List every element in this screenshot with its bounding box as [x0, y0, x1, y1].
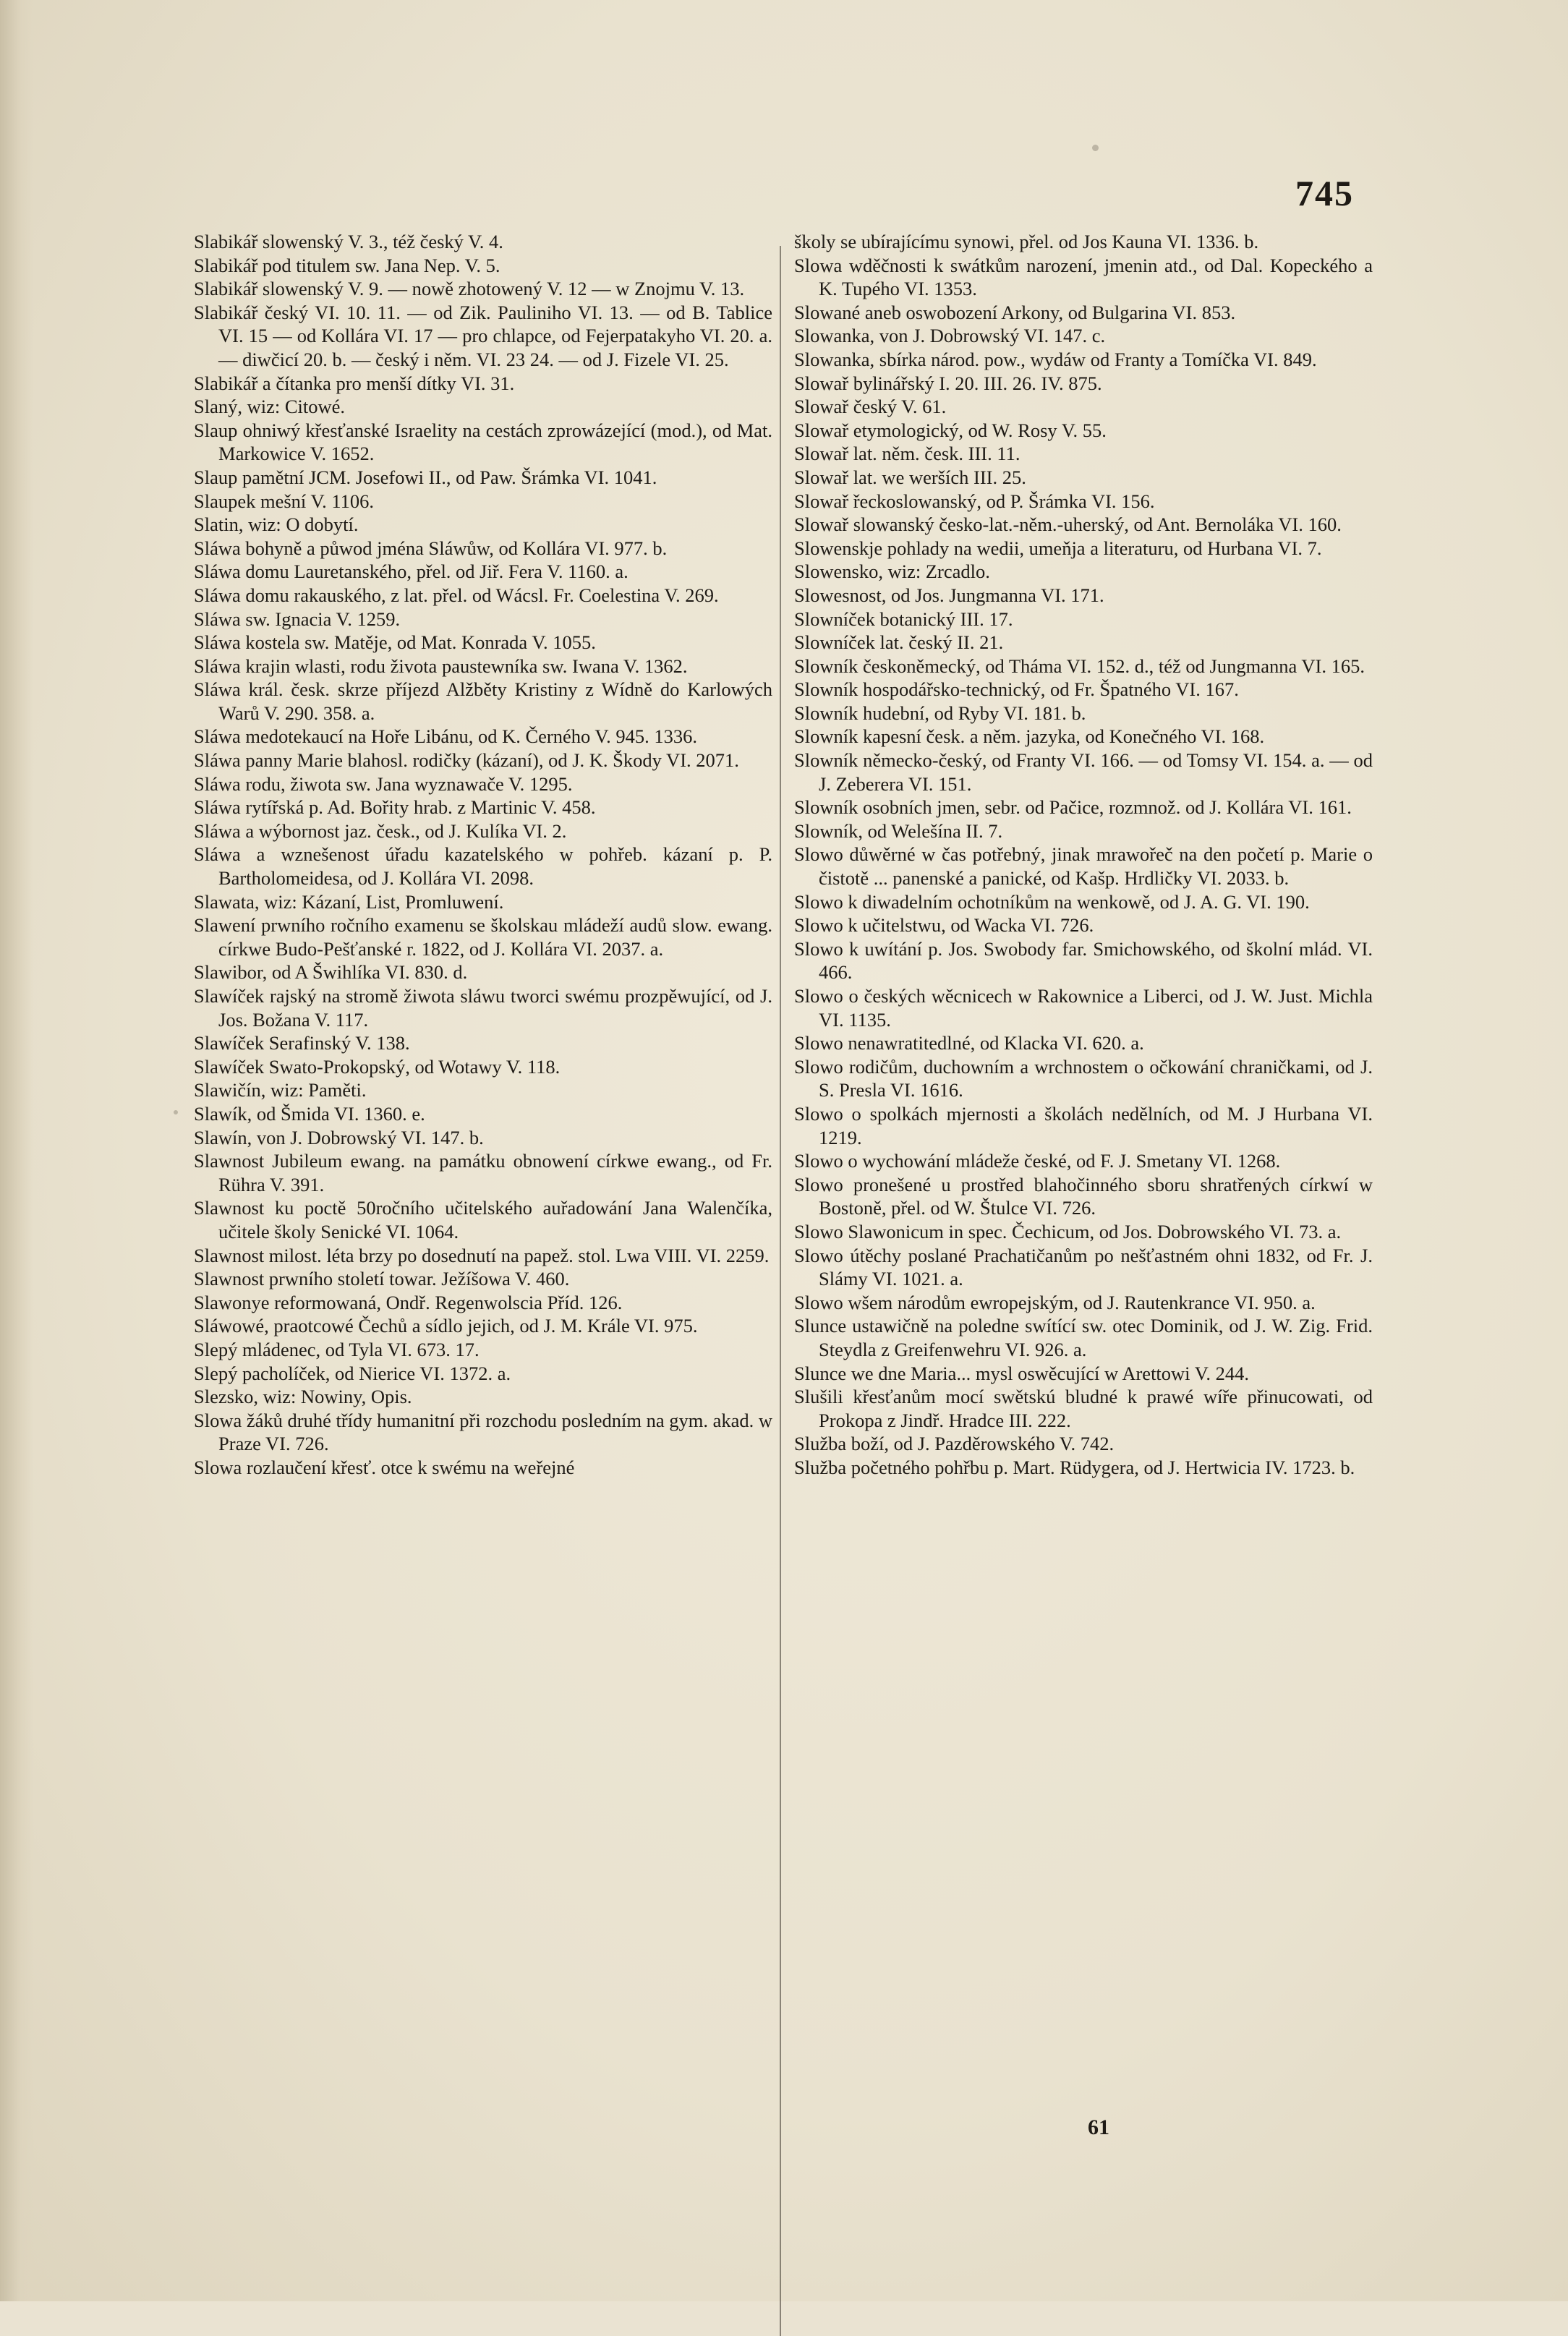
index-entry: Slawnost ku poctě 50ročního učitelského auřadowání Jana Walenčíka, učitele školy Senické VI. 1064. [194, 1197, 772, 1242]
index-entry: Slowo pronešené u prostřed blahočinného sboru shratřených církwí w Bostoně, přel. od W. Štulce VI. 726. [794, 1173, 1373, 1219]
index-entry: Sláwa rodu, žiwota sw. Jana wyznawače V. 1295. [194, 772, 573, 795]
sheet-signature: 61 [1088, 2115, 1109, 2139]
index-entry: Slawín, von J. Dobrowský VI. 147. b. [194, 1126, 484, 1148]
index-entry: Slaupek mešní V. 1106. [194, 490, 375, 512]
index-entry: Slowníček botanický III. 17. [794, 608, 1013, 630]
index-entry: Sláwa domu Lauretanského, přel. od Jiř. Fera V. 1160. a. [194, 560, 629, 583]
index-entry: Slabikář český VI. 10. 11. — od Zik. Pauliniho VI. 13. — od B. Tablice VI. 15 — od Kollára VI. 17 — pro chlapce, od Fejerpatakyho VI. 20. a. — diwčicí 20. b. — český i něm. VI. 23 24. — od J. Fizele VI. 25. [194, 301, 772, 370]
index-entry: Slaup pamětní JCM. Josefowi II., od Paw. Šrámka VI. 1041. [194, 466, 657, 488]
index-entry: Slezsko, wiz: Nowiny, Opis. [194, 1386, 412, 1408]
index-entry: Slatin, wiz: O dobytí. [194, 513, 359, 536]
index-entry: Slowo wšem národům ewropejským, od J. Rautenkrance VI. 950. a. [794, 1291, 1316, 1313]
index-entry: Slaný, wiz: Citowé. [194, 396, 346, 418]
index-entry: Slowané aneb oswobození Arkony, od Bulgarina VI. 853. [794, 301, 1236, 323]
index-entry: Sláwa medotekaucí na Hoře Libánu, od K. Černého V. 945. 1336. [194, 725, 697, 748]
index-entry: Sláwa domu rakauského, z lat. přel. od Wácsl. Fr. Coelestina V. 269. [194, 584, 719, 606]
index-entry: školy se ubírajícímu synowi, přel. od Jos Kauna VI. 1336. b. [794, 231, 1259, 252]
index-entry: Slowa žáků druhé třídy humanitní při rozchodu posledním na gym. akad. w Praze VI. 726. [194, 1409, 772, 1455]
index-entry: Slaup ohniwý křesťanské Israelity na cestách zprowázející (mod.), od Mat. Markowice V. 1652. [194, 419, 772, 465]
index-entry: Slowník, od Welešína II. 7. [794, 819, 1003, 842]
index-entry: Sláwowé, praotcowé Čechů a sídlo jejich, od J. M. Krále VI. 975. [194, 1315, 698, 1337]
index-entry: Slowník německo-český, od Franty VI. 166. — od Tomsy VI. 154. a. — od J. Zeberera VI. 151. [794, 749, 1373, 795]
index-entry: Slowo k učitelstwu, od Wacka VI. 726. [794, 914, 1094, 937]
index-entry: Slepý pacholíček, od Nierice VI. 1372. a. [194, 1362, 511, 1384]
index-entry: Slowo k uwítání p. Jos. Swobody far. Smichowského, od školní mlád. VI. 466. [794, 937, 1373, 984]
index-entry: Slawnost Jubileum ewang. na památku obnowení církwe ewang., od Fr. Rühra V. 391. [194, 1150, 772, 1195]
page-number: 745 [1295, 173, 1354, 213]
index-entry: Slawičín, wiz: Paměti. [194, 1079, 367, 1101]
index-entry: Služba boží, od J. Pazděrowského V. 742. [794, 1433, 1115, 1455]
index-entry: Slawíček Serafinský V. 138. [194, 1032, 410, 1054]
index-entry: Slawíček rajský na stromě žiwota sláwu tworci swému prozpěwující, od J. Jos. Božana V. 117. [194, 985, 772, 1031]
column-divider [780, 246, 781, 2336]
index-entry: Slowenskje pohlady na wedii, umeňja a literaturu, od Hurbana VI. 7. [794, 537, 1322, 559]
index-entry: Slawík, od Šmida VI. 1360. e. [194, 1102, 425, 1125]
index-entry: Sláwa bohyně a půwod jména Sláwůw, od Kollára VI. 977. b. [194, 537, 668, 559]
index-entry: Slowař lat. něm. česk. III. 11. [794, 443, 1021, 465]
paper-speck [1092, 145, 1099, 151]
index-entry: Slunce we dne Maria... mysl oswěcující w Arettowi V. 244. [794, 1362, 1250, 1384]
index-entry: Sláwa krajin wlasti, rodu života paustewníka sw. Iwana V. 1362. [194, 655, 688, 677]
index-entry: Slowník kapesní česk. a něm. jazyka, od Konečného VI. 168. [794, 725, 1265, 748]
index-entry: Slowník hospodářsko-technický, od Fr. Špatného VI. 167. [794, 678, 1239, 701]
index-entry: Sláwa sw. Ignacia V. 1259. [194, 608, 401, 630]
index-entry: Slušili křesťanům mocí swětskú bludné k prawé wíře přinucowati, od Prokopa z Jindř. Hradce III. 222. [794, 1386, 1373, 1431]
index-entry: Slawnost prwního století towar. Ježíšowa V. 460. [194, 1268, 570, 1290]
index-entry: Slowo útěchy poslané Prachatičanům po nešťastném ohni 1832, od Fr. J. Slámy VI. 1021. a. [794, 1244, 1373, 1290]
index-entry: Slowník osobních jmen, sebr. od Pačice, rozmnož. od J. Kollára VI. 161. [794, 796, 1352, 819]
index-entry: Slawonye reformowaná, Ondř. Regenwolscia Příd. 126. [194, 1291, 623, 1313]
index-entry: Sláwa král. česk. skrze příjezd Alžběty Kristiny z Wídně do Karlowých Warů V. 290. 358. a. [194, 678, 772, 724]
index-entry: Slowo o spolkách mjernosti a školách nedělních, od M. J Hurbana VI. 1219. [794, 1102, 1373, 1148]
index-entry: Slawibor, od A Šwihlíka VI. 830. d. [194, 961, 468, 984]
index-entry: Slabikář pod titulem sw. Jana Nep. V. 5. [194, 254, 500, 276]
index-entry: Slowanka, von J. Dobrowský VI. 147. c. [794, 325, 1106, 347]
index-entry: Služba početného pohřbu p. Mart. Rüdygera, od J. Hertwicia IV. 1723. b. [794, 1456, 1355, 1478]
index-entry: Slawíček Swato-Prokopský, od Wotawy V. 118. [194, 1055, 561, 1078]
index-entry: Slowař český V. 61. [794, 396, 947, 418]
index-entry: Slowař bylinářský I. 20. III. 26. IV. 875. [794, 372, 1102, 394]
index-entry: Slepý mládenec, od Tyla VI. 673. 17. [194, 1338, 480, 1360]
page-spine-shadow [0, 0, 33, 2301]
index-entry: Sláwa a wznešenost úřadu kazatelského w pohřeb. kázaní p. P. Bartholomeidesa, od J. Kollára VI. 2098. [194, 843, 772, 890]
index-entry: Slowař etymologický, od W. Rosy V. 55. [794, 419, 1107, 441]
left-column [194, 230, 772, 1479]
right-column [794, 230, 1373, 1479]
index-entry: Slawnost milost. léta brzy po dosednutí na papež. stol. Lwa VIII. VI. 2259. [194, 1244, 770, 1266]
index-entry: Slowesnost, od Jos. Jungmanna VI. 171. [794, 584, 1104, 606]
index-entry: Slowník českoněmecký, od Tháma VI. 152. d., též od Jungmanna VI. 165. [794, 655, 1365, 677]
paper-speck [174, 1110, 178, 1114]
index-entry: Slabikář slowenský V. 3., též český V. 4. [194, 231, 503, 252]
index-entry: Slabikář slowenský V. 9. — nowě zhotowený V. 12 — w Znojmu V. 13. [194, 278, 745, 300]
index-entry: Slowa wděčnosti k swátkům narození, jmenin atd., od Dal. Kopeckého a K. Tupého VI. 1353. [794, 254, 1373, 300]
index-entry: Slowo o wychowání mládeže české, od F. J. Smetany VI. 1268. [794, 1150, 1281, 1172]
index-entry: Slowo rodičům, duchowním a wrchnostem o očkowání chraničkami, od J. S. Presla VI. 1616. [794, 1055, 1373, 1101]
index-entry: Slowensko, wiz: Zrcadlo. [794, 560, 990, 583]
index-entry: Slowař slowanský česko-lat.-něm.-uherský, od Ant. Bernoláka VI. 160. [794, 513, 1342, 536]
index-entry: Sláwa a wýbornost jaz. česk., od J. Kulíka VI. 2. [194, 819, 567, 842]
index-entry: Slowo o českých wěcnicech w Rakownice a Liberci, od J. W. Just. Michla VI. 1135. [794, 985, 1373, 1031]
index-entry: Slowníček lat. český II. 21. [794, 631, 1004, 654]
index-entry: Sláwa panny Marie blahosl. rodičky (kázaní), od J. K. Škody VI. 2071. [194, 749, 739, 772]
index-entry: Slawata, wiz: Kázaní, List, Promluwení. [194, 890, 504, 913]
index-entry: Slawení prwního ročního examenu se školskau mládeží audů slow. ewang. církwe Budo-Pešťanské r. 1822, od J. Kollára VI. 2037. a. [194, 914, 772, 960]
index-entry: Slowař lat. we werších III. 25. [794, 466, 1026, 488]
index-entry: Slowník hudební, od Ryby VI. 181. b. [794, 702, 1086, 724]
index-entry: Sláwa rytířská p. Ad. Bořity hrab. z Martinic V. 458. [194, 796, 596, 819]
index-entry: Slowař řeckoslowanský, od P. Šrámka VI. 156. [794, 490, 1155, 512]
index-entry: Slowo nenawratitedlné, od Klacka VI. 620. a. [794, 1032, 1144, 1054]
index-entry: Slowa rozlaučení křesť. otce k swému na weřejné [194, 1456, 575, 1478]
index-entry: Slowo Slawonicum in spec. Čechicum, od Jos. Dobrowského VI. 73. a. [794, 1220, 1342, 1242]
index-entry: Slowo k diwadelním ochotníkům na wenkowě, od J. A. G. VI. 190. [794, 890, 1310, 913]
index-entry: Slabikář a čítanka pro menší dítky VI. 31. [194, 372, 515, 394]
index-entry: Slowanka, sbírka národ. pow., wydáw od Franty a Tomíčka VI. 849. [794, 348, 1317, 370]
index-entry: Slowo důwěrné w čas potřebný, jinak mrawořeč na den početí p. Marie o čistotě ... panenské a panické, od Kašp. Hrdličky VI. 2033. b. [794, 843, 1373, 890]
index-entry: Slunce ustawičně na poledne swítící sw. otec Dominik, od J. W. Zig. Frid. Steydla z Greifenwehru VI. 926. a. [794, 1315, 1373, 1360]
index-entry: Sláwa kostela sw. Matěje, od Mat. Konrada V. 1055. [194, 631, 596, 654]
